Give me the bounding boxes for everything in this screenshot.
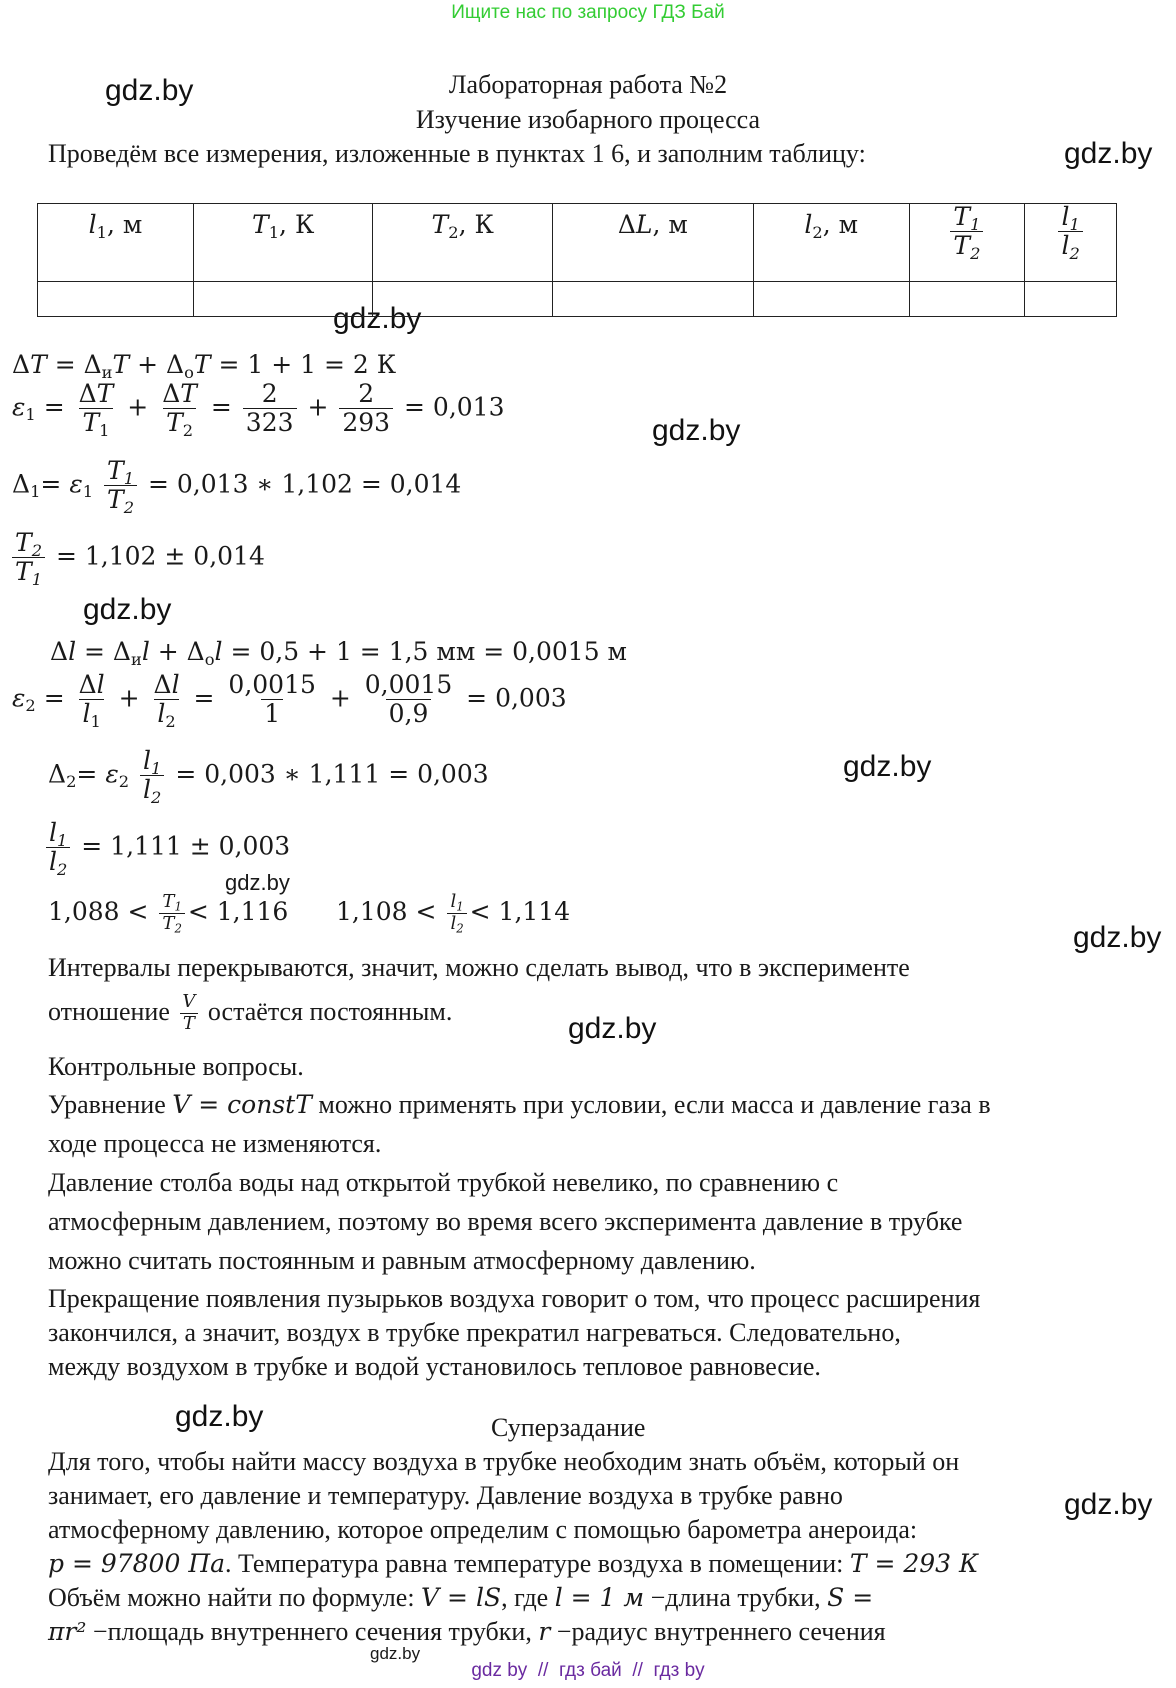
table-header: ΔL, м bbox=[552, 204, 753, 282]
watermark: gdz.by bbox=[333, 302, 422, 335]
watermark: gdz.by bbox=[843, 750, 932, 783]
ratio-v-t: $\frac{V}{T}$ bbox=[176, 997, 201, 1026]
super-line-5 bbox=[48, 1583, 873, 1613]
table-cell bbox=[193, 282, 373, 317]
super-line-4 bbox=[48, 1549, 978, 1579]
formula-ratio-l: $\frac{l_1}{l_2}$ = 1,111 ± 0,003 bbox=[46, 820, 290, 876]
footer-separator: // bbox=[632, 1660, 643, 1681]
formula-ratio-t: $\frac{T_2}{T_1}$ = 1,102 ± 0,014 bbox=[12, 530, 265, 586]
watermark: gdz.by bbox=[225, 870, 290, 895]
footer-links bbox=[0, 1660, 1176, 1682]
formula-delta1: $\Delta_1= \varepsilon_1$ $\frac{T_1}{T_2}$ = 0,013 ∗ 1,102 = 0,014 bbox=[12, 456, 462, 518]
table-cell bbox=[38, 282, 194, 317]
footer-link[interactable]: гдз by bbox=[653, 1660, 705, 1681]
q2-line-1: Давление столба воды над открытой трубкой невелико, по сравнению с bbox=[48, 1168, 839, 1197]
watermark: gdz.by bbox=[568, 1012, 657, 1045]
footer-link[interactable]: гдз бай bbox=[558, 1660, 622, 1681]
watermark: gdz.by bbox=[370, 1644, 421, 1663]
conclusion-text-a: отношение bbox=[48, 996, 170, 1026]
super-line-6 bbox=[48, 1617, 886, 1647]
q1-text-b: можно применять при условии, если масса и давление газа в bbox=[318, 1090, 991, 1119]
super-line-1: Для того, чтобы найти массу воздуха в трубке необходим знать объём, который он bbox=[48, 1447, 960, 1476]
super-heading: Суперзадание bbox=[491, 1413, 646, 1442]
conclusion-line-1: Интервалы перекрываются, значит, можно сделать вывод, что в эксперименте bbox=[48, 953, 910, 982]
watermark: gdz.by bbox=[1064, 1488, 1153, 1521]
table-header: $\frac{l_1}{l_2}$ bbox=[1025, 204, 1117, 282]
control-heading: Контрольные вопросы. bbox=[48, 1052, 304, 1081]
watermark: gdz.by bbox=[652, 414, 741, 447]
watermark: gdz.by bbox=[1073, 921, 1162, 954]
q1-text-a: Уравнение bbox=[48, 1090, 166, 1119]
table-header: $T_1$, К bbox=[193, 204, 373, 282]
conclusion-text-b: остаётся постоянным. bbox=[207, 996, 453, 1026]
super-line-3: атмосферному давлению, которое определим с помощью барометра анероида: bbox=[48, 1515, 918, 1544]
watermark: gdz.by bbox=[1064, 137, 1153, 170]
table-header: $\frac{T_1}{T_2}$ bbox=[909, 204, 1025, 282]
footer-link[interactable]: gdz by bbox=[471, 1660, 528, 1681]
q2-line-2: атмосферным давлением, поэтому во время всего эксперимента давление в трубке bbox=[48, 1207, 963, 1236]
watermark: gdz.by bbox=[83, 593, 172, 626]
intro-text: Проведём все измерения, изложенные в пунктах 1 6, и заполним таблицу: bbox=[48, 139, 866, 168]
table-cell bbox=[552, 282, 753, 317]
formula-dl: $\Delta l = \Delta_иl + \Delta_оl = 0,5 + 1 = 1,5$ мм = 0,0015 м bbox=[50, 637, 628, 669]
watermark: gdz.by bbox=[175, 1400, 264, 1433]
table-cell bbox=[373, 282, 553, 317]
super-text: −длина трубки, bbox=[650, 1583, 821, 1612]
formula-eps1: $\varepsilon_1$ = $\frac{\Delta T}{T_1}$ + $\frac{\Delta T}{T_2}$ = $\frac{2}{323}$ + $\frac{2}{293}$ = 0,013 bbox=[12, 379, 505, 441]
q3-line-1: Прекращение появления пузырьков воздуха говорит о том, что процесс расширения bbox=[48, 1284, 981, 1313]
pressure-value: p = 97800 Па bbox=[48, 1549, 226, 1578]
table-cell bbox=[1025, 282, 1117, 317]
super-text: Объём можно найти по формуле: bbox=[48, 1583, 415, 1612]
table-header: $l_2$, м bbox=[753, 204, 909, 282]
area-symbol: S = bbox=[827, 1583, 874, 1612]
super-text: −площадь внутреннего сечения трубки, bbox=[92, 1617, 532, 1646]
length-value: l = 1 м bbox=[554, 1583, 645, 1612]
formula-dt: $\Delta T = \Delta_иT + \Delta_оT = 1 + 1 = 2$ К bbox=[12, 350, 397, 382]
watermark: gdz.by bbox=[105, 74, 194, 107]
radius-symbol: r bbox=[538, 1617, 551, 1646]
measurement-table bbox=[37, 203, 1117, 317]
table-header: $T_2$, К bbox=[373, 204, 553, 282]
super-text: , где bbox=[501, 1583, 549, 1612]
table-cell bbox=[753, 282, 909, 317]
q1-line-2: ходе процесса не изменяются. bbox=[48, 1129, 382, 1158]
q1-line-1: Уравнение V = constT можно применять при условии, если масса и давление газа в bbox=[48, 1090, 991, 1119]
footer-separator: // bbox=[537, 1660, 549, 1681]
top-banner[interactable]: Ищите нас по запросу ГДЗ Бай bbox=[451, 2, 725, 23]
formula-intervals: 1,088 < $\frac{T_1}{T_2}$ < 1,116 1,108 < $\frac{l_1}{l_2}$ < 1,114 bbox=[48, 891, 571, 936]
super-text: . Температура равна температуре воздуха в помещении: bbox=[225, 1549, 844, 1578]
formula-eps2: $\varepsilon_2$ = $\frac{\Delta l}{l_1}$ + $\frac{\Delta l}{l_2}$ = $\frac{0,0015}{1}$ + $\frac{0,0015}{0,9}$ = 0,003 bbox=[12, 670, 567, 732]
equation-v-const-t: V bbox=[172, 1090, 191, 1119]
q3-line-3: между воздухом в трубке и водой установилось тепловое равновесие. bbox=[48, 1352, 821, 1381]
area-formula: πr² bbox=[48, 1617, 87, 1646]
table-header: $l_1$, м bbox=[38, 204, 194, 282]
page-title: Лабораторная работа №2 bbox=[448, 70, 728, 99]
temperature-value: T = 293 К bbox=[849, 1549, 979, 1578]
q3-line-2: закончился, а значит, воздух в трубке прекратил нагреваться. Следовательно, bbox=[48, 1318, 901, 1347]
q2-line-3: можно считать постоянным и равным атмосферному давлению. bbox=[48, 1246, 756, 1275]
volume-formula: V = lS bbox=[421, 1583, 502, 1612]
page-subtitle: Изучение изобарного процесса bbox=[415, 105, 761, 134]
table-cell bbox=[909, 282, 1025, 317]
formula-delta2: $\Delta_2= \varepsilon_2$ $\frac{l_1}{l_2}$ = 0,003 ∗ 1,111 = 0,003 bbox=[48, 746, 489, 808]
conclusion-line-2 bbox=[48, 993, 452, 1034]
super-line-2: занимает, его давление и температуру. Давление воздуха в трубке равно bbox=[48, 1481, 843, 1510]
super-text: −радиус внутреннего сечения bbox=[556, 1617, 886, 1646]
